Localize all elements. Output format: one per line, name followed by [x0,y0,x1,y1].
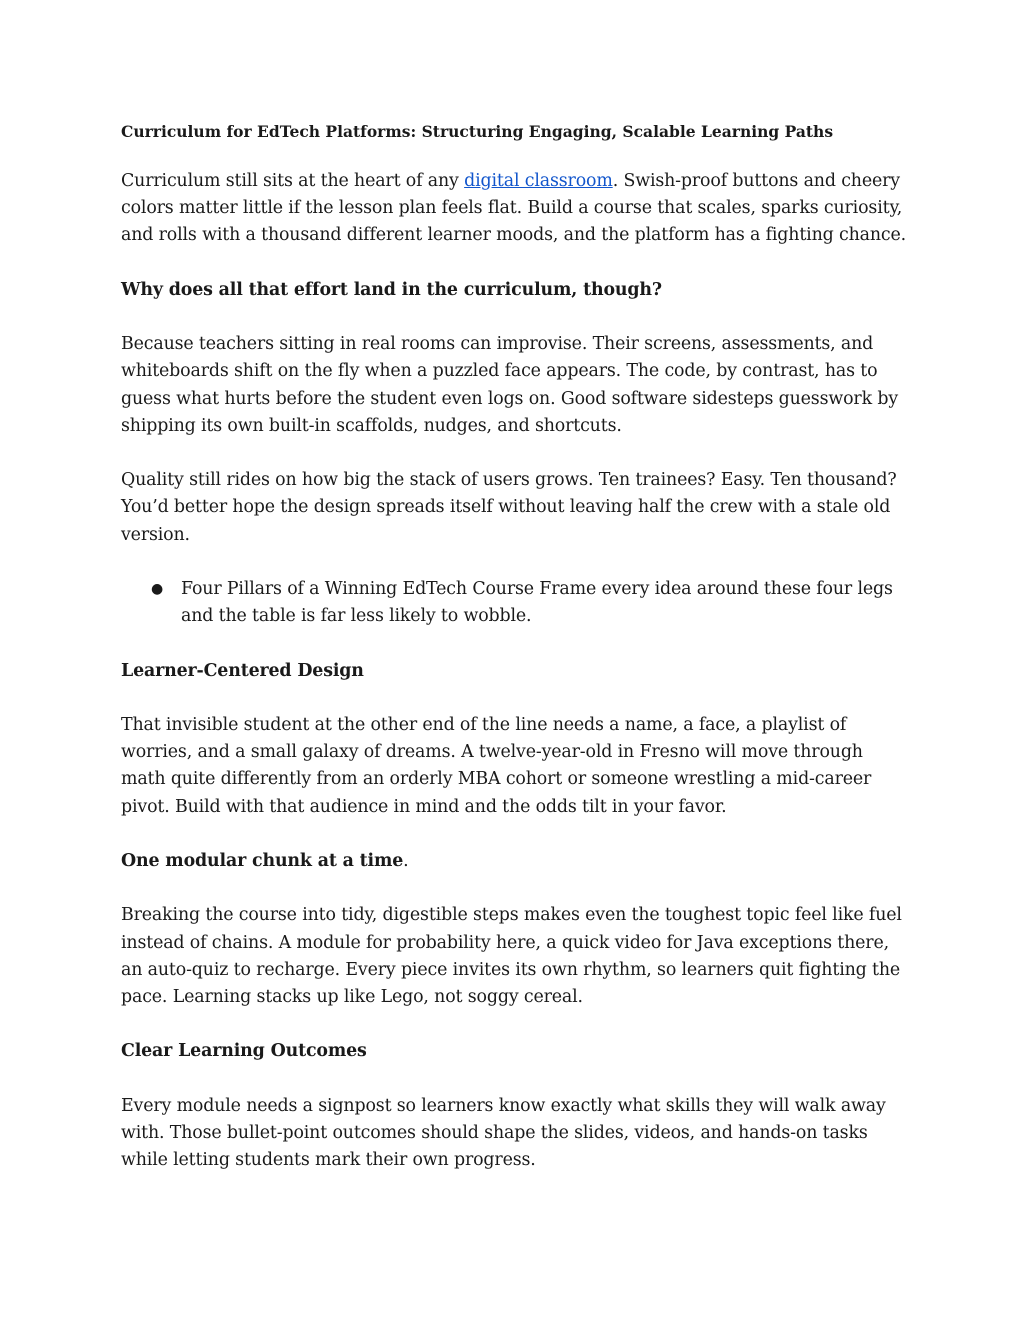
intro-text-before-link: Curriculum still sits at the heart of any [121,171,465,191]
spacer [121,440,911,467]
digital-classroom-link[interactable]: digital classroom [464,171,613,191]
paragraph-outcomes: Every module needs a signpost so learners know exactly what skills they will walk away with. Those bullet-point outcomes should shape the slides, videos, and hands-on tasks while letting students mark their own progress. [121,1095,886,1171]
heading-learner-centered-design: Learner-Centered Design [121,660,364,681]
bullet-dot-icon: ● [151,580,164,597]
heading-modular-period: . [403,850,409,871]
spacer [121,152,911,168]
document-title: Curriculum for EdTech Platforms: Structuring Engaging, Scalable Learning Paths [121,122,834,141]
spacer [121,304,911,331]
bullet-list [121,576,911,630]
list-item [121,576,911,630]
heading-why-curriculum: Why does all that effort land in the curriculum, though? [121,279,662,300]
bullet-text: Four Pillars of a Winning EdTech Course Frame every idea around these four legs and the table is far less likely to wobble. [181,578,893,627]
spacer [121,630,911,657]
paragraph-quality-scale: Quality still rides on how big the stack of users grows. Ten trainees? Easy. Ten thousand? You’d better hope the design spreads itself without leaving half the crew with a stale old version. [121,470,897,545]
spacer [121,250,911,277]
spacer [121,1066,911,1093]
heading-modular-chunk: One modular chunk at a time [121,850,404,871]
paragraph-learner: That invisible student at the other end of the line needs a name, a face, a playlist of worries, and a small galaxy of dreams. A twelve-year-old in Fresno will move through math quite differently from an orderly MBA cohort or someone wrestling a mid-career pivot. Build with that audience in mind and the odds tilt in your favor. [121,714,872,817]
paragraph-teachers-improvise: Because teachers sitting in real rooms can improvise. Their screens, assessments, and whiteboards shift on the fly when a puzzled face appears. The code, by contrast, has to guess what hurts before the student even logs on. Good software sidesteps guesswork by shipping its own built-in scaffolds, nudges, and shortcuts. [121,334,898,436]
spacer [121,1011,911,1038]
spacer [121,875,911,902]
paragraph-modular: Breaking the course into tidy, digestible steps makes even the toughest topic feel like fuel instead of chains. A module for probability here, a quick video for Java exceptions there, an auto-quiz to recharge. Every piece invites its own rhythm, so learners quit fighting the pace. Learning stacks up like Lego, not soggy cereal. [121,905,902,1007]
spacer [121,549,911,576]
intro-text-after-link: . Swish-proof buttons and cheery colors matter little if the lesson plan feels flat. Build a course that scales, sparks curiosity, and rolls with a thousand different learner moods, and the platform has a fighting chance. [121,171,907,246]
document-page [121,112,911,1174]
heading-modular-chunk-line [121,848,911,875]
intro-paragraph [121,168,911,250]
spacer [121,821,911,848]
heading-clear-learning-outcomes: Clear Learning Outcomes [121,1041,367,1062]
spacer [121,685,911,712]
